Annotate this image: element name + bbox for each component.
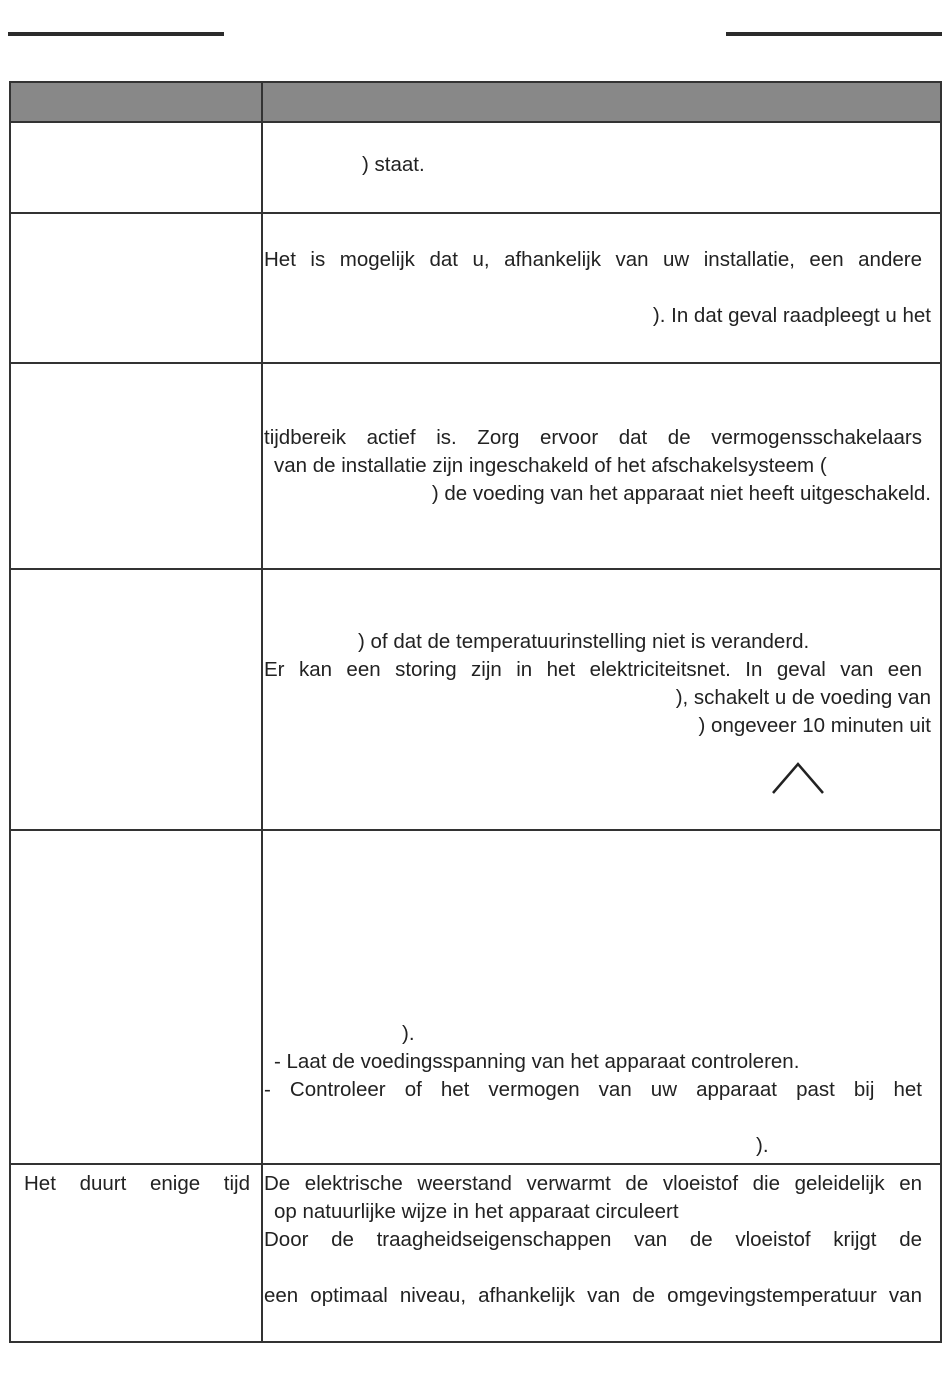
row4-text-line2: Er kan een storing zijn in het elektriciteitsnet. In geval van een: [264, 658, 922, 681]
row2-text-line1: Het is mogelijk dat u, afhankelijk van uw installatie, een andere: [264, 248, 922, 271]
row5-text-line1: ).: [402, 1022, 415, 1045]
row5-text-line3: - Controleer of het vermogen van uw apparaat past bij het: [264, 1078, 922, 1101]
row-divider: [11, 1163, 940, 1165]
row5-text-line2: - Laat de voedingsspanning van het apparaat controleren.: [274, 1050, 800, 1073]
row6-text-line1: De elektrische weerstand verwarmt de vloeistof die geleidelijk en: [264, 1172, 922, 1195]
row3-text-line1: tijdbereik actief is. Zorg ervoor dat de vermogensschakelaars: [264, 426, 922, 449]
row-divider: [11, 212, 940, 214]
row3-text-line2: van de installatie zijn ingeschakeld of het afschakelsysteem (: [274, 454, 827, 477]
row2-text-line2: ). In dat geval raadpleegt u het: [652, 304, 931, 327]
row6-text-line2: op natuurlijke wijze in het apparaat circuleert: [274, 1200, 679, 1223]
row5-text-line4: ).: [756, 1134, 769, 1157]
row6-text-line4: een optimaal niveau, afhankelijk van de omgevingstemperatuur van: [264, 1284, 922, 1307]
chevron-up-icon: [764, 758, 832, 798]
row-divider: [11, 362, 940, 364]
row6-text-line3: Door de traagheidseigenschappen van de vloeistof krijgt de: [264, 1228, 922, 1251]
column-divider: [261, 83, 263, 1341]
row4-text-line4: ) ongeveer 10 minuten uit: [698, 714, 931, 737]
row3-text-line3: ) de voeding van het apparaat niet heeft uitgeschakeld.: [431, 482, 931, 505]
row1-text-line1: ) staat.: [362, 153, 425, 176]
row-divider: [11, 829, 940, 831]
row-divider: [11, 568, 940, 570]
header-rule-left: [8, 32, 224, 36]
table-header: [11, 83, 940, 123]
header-rule-right: [726, 32, 942, 36]
row6-label: Het duurt enige tijd: [24, 1172, 250, 1195]
row4-text-line1: ) of dat de temperatuurinstelling niet is veranderd.: [358, 630, 810, 653]
row4-text-line3: ), schakelt u de voeding van: [675, 686, 931, 709]
